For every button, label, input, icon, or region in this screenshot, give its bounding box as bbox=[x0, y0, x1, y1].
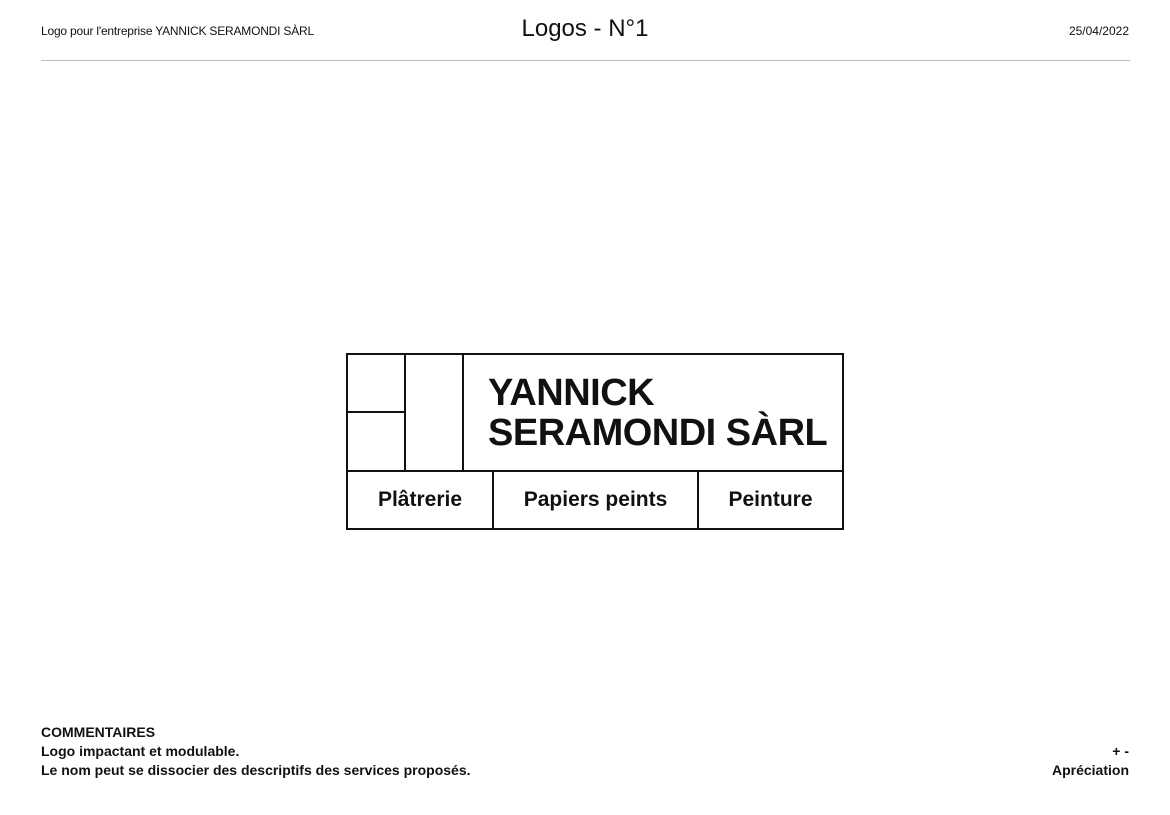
rating-section bbox=[1052, 742, 1129, 780]
comments-heading: COMMENTAIRES bbox=[41, 724, 156, 740]
document-subtitle: Logo pour l'entreprise YANNICK SERAMONDI SÀRL bbox=[41, 24, 314, 38]
comments-section bbox=[41, 723, 471, 780]
rating-label: Apréciation bbox=[1051, 762, 1129, 778]
logo-company-name bbox=[488, 373, 827, 453]
logo-name-line-1: YANNICK bbox=[488, 372, 655, 414]
rating-symbols: + - bbox=[1112, 743, 1129, 759]
comment-line: Logo impactant et modulable. bbox=[41, 743, 240, 759]
header-divider bbox=[41, 60, 1130, 61]
comment-line: Le nom peut se dissocier des descriptifs des services proposés. bbox=[41, 762, 471, 778]
logo-service-platrerie: Plâtrerie bbox=[377, 488, 463, 511]
logo-service-papiers-peints: Papiers peints bbox=[523, 488, 668, 511]
logo-service-peinture: Peinture bbox=[728, 488, 813, 511]
page-title: Logos - N°1 bbox=[521, 15, 649, 42]
document-date: 25/04/2022 bbox=[1068, 24, 1129, 38]
company-logo bbox=[346, 353, 844, 530]
logo-name-line-2: SERAMONDI SÀRL bbox=[488, 412, 828, 454]
